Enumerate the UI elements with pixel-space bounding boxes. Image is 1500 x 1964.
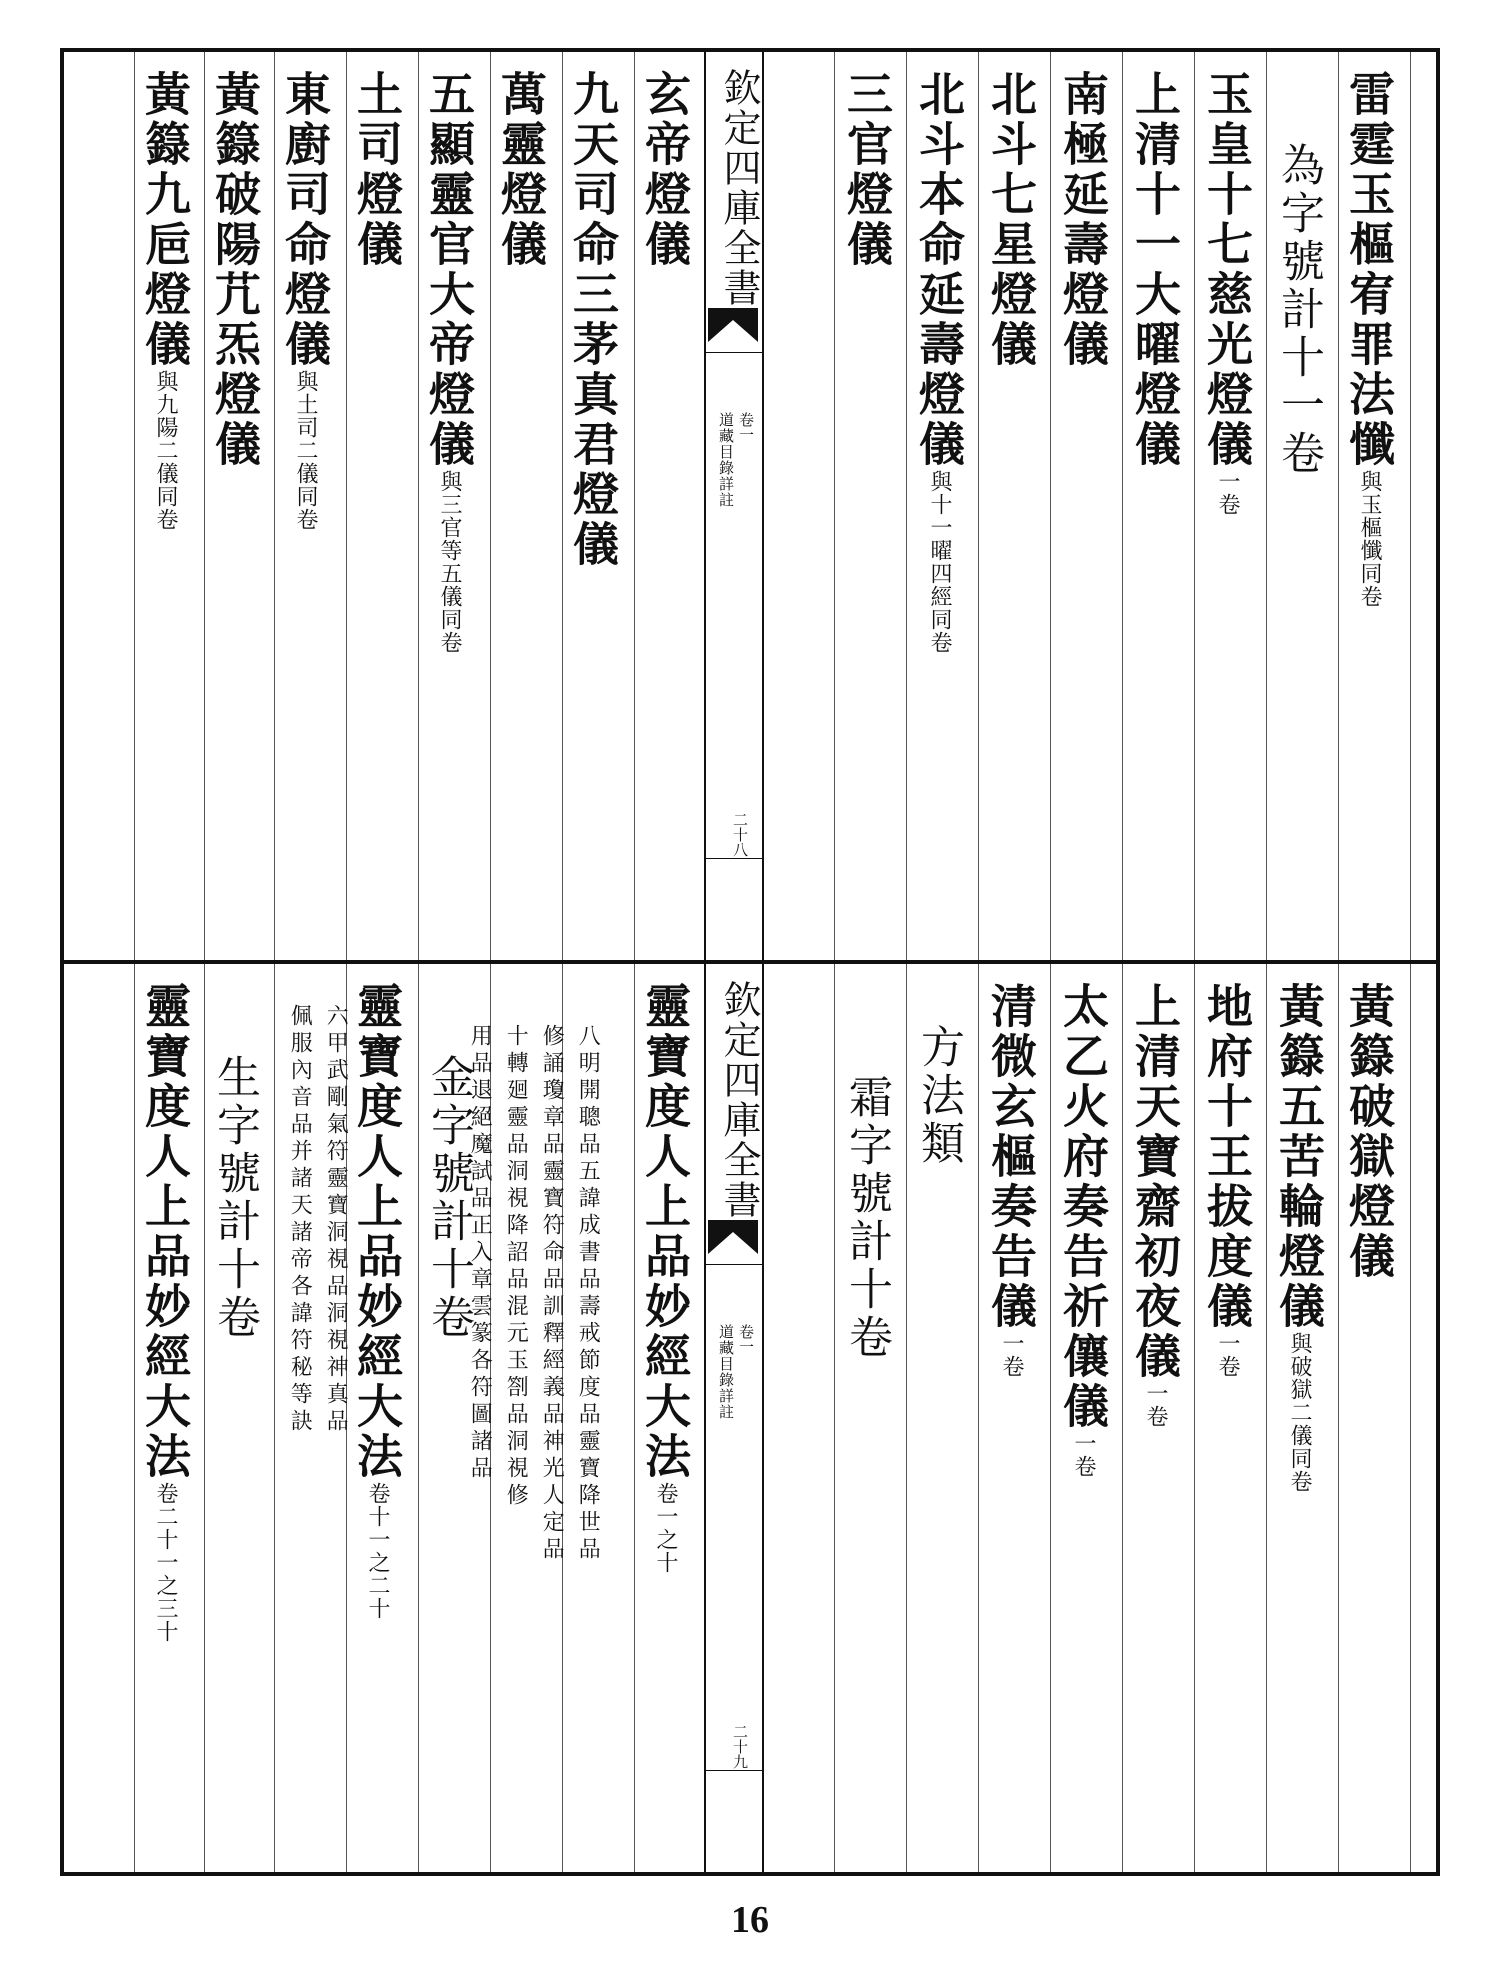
catalog-entry bbox=[840, 70, 894, 270]
catalog-entry bbox=[1272, 982, 1326, 1493]
center-fold bbox=[704, 964, 764, 1872]
fishtail-mark-icon bbox=[708, 1220, 758, 1254]
center-meta: 道藏目錄詳註 bbox=[717, 1324, 735, 1420]
chapter-list-2 bbox=[534, 1024, 569, 1564]
catalog-entry bbox=[984, 70, 1038, 370]
entry-title: 黃籙五苦輪燈儀 bbox=[1272, 982, 1326, 1332]
entry-title: 北斗七星燈儀 bbox=[984, 70, 1038, 370]
chapter-list-line: 用品退絕魔試品正入章雲篆各符圖諸品 bbox=[467, 1024, 493, 1483]
catalog-entry bbox=[1200, 70, 1254, 516]
entry-title: 黃籙九巵燈儀 bbox=[138, 70, 192, 370]
entry-note: 一卷 bbox=[1215, 470, 1240, 516]
catalog-entry bbox=[566, 70, 620, 570]
catalog-entry bbox=[494, 70, 548, 270]
catalog-entry bbox=[638, 982, 692, 1574]
panel-bottom bbox=[64, 964, 1436, 1872]
entry-title: 東廚司命燈儀 bbox=[278, 70, 332, 370]
entry-title: 九天司命三茅真君燈儀 bbox=[566, 70, 620, 570]
volume-label: 為字號計十一卷 bbox=[1273, 142, 1324, 478]
center-juan: 卷一 bbox=[737, 1324, 755, 1354]
catalog-entry bbox=[1128, 982, 1182, 1428]
entry-title: 三官燈儀 bbox=[840, 70, 894, 270]
catalog-entry bbox=[1128, 70, 1182, 470]
catalog-entry bbox=[278, 70, 332, 531]
entry-title: 南極延壽燈儀 bbox=[1056, 70, 1110, 370]
entry-title: 靈寶度人上品妙經大法 bbox=[638, 982, 692, 1482]
entry-note: 一卷 bbox=[999, 1332, 1024, 1378]
catalog-entry bbox=[138, 982, 192, 1643]
entry-title: 玄帝燈儀 bbox=[638, 70, 692, 270]
entry-note: 卷一之十 bbox=[653, 1482, 678, 1574]
entry-note: 與土司二儀同卷 bbox=[293, 370, 318, 531]
catalog-entry bbox=[350, 70, 404, 270]
catalog-volume-count bbox=[1273, 142, 1324, 478]
center-juan: 卷一 bbox=[737, 412, 755, 442]
center-fold bbox=[704, 52, 764, 960]
chapter-list bbox=[570, 1024, 605, 1564]
entry-title: 太乙火府奏告祈儴儀 bbox=[1056, 982, 1110, 1432]
center-title: 欽定四庫全書 bbox=[717, 68, 761, 308]
entry-title: 黃籙破獄燈儀 bbox=[1342, 982, 1396, 1282]
entry-title: 北斗本命延壽燈儀 bbox=[912, 70, 966, 470]
entry-title: 靈寶度人上品妙經大法 bbox=[350, 982, 404, 1482]
center-title: 欽定四庫全書 bbox=[717, 980, 761, 1220]
entry-title: 黃籙破陽芁炁燈儀 bbox=[208, 70, 262, 470]
catalog-entry bbox=[638, 70, 692, 270]
catalog-entry bbox=[984, 982, 1038, 1378]
center-meta: 道藏目錄詳註 bbox=[717, 412, 735, 508]
entry-note: 與破獄二儀同卷 bbox=[1287, 1332, 1312, 1493]
catalog-volume-count bbox=[423, 1054, 474, 1342]
volume-label: 霜字號計十卷 bbox=[841, 1074, 892, 1362]
entry-note: 一卷 bbox=[1143, 1382, 1168, 1428]
entry-note: 卷十一之二十 bbox=[365, 1482, 390, 1620]
chapter-list-line: 八明開聰品五諱成書品壽戒節度品靈寶降世品 bbox=[575, 1024, 601, 1564]
entry-title: 上清十一大曜燈儀 bbox=[1128, 70, 1182, 470]
chapter-list-line: 佩服內音品并諸天諸帝各諱符秘等訣 bbox=[287, 1004, 313, 1436]
catalog-entry bbox=[1056, 70, 1110, 370]
catalog-volume-count bbox=[841, 1074, 892, 1362]
category-label: 方法類 bbox=[913, 1024, 964, 1168]
entry-note: 與玉樞懺同卷 bbox=[1357, 470, 1382, 608]
entry-title: 萬靈燈儀 bbox=[494, 70, 548, 270]
volume-label: 生字號計十卷 bbox=[209, 1054, 260, 1342]
entry-note: 卷二十一之三十 bbox=[153, 1482, 178, 1643]
entry-note: 一卷 bbox=[1071, 1432, 1096, 1478]
center-page: 二十九 bbox=[731, 1724, 749, 1769]
entry-title: 上清天寶齋初夜儀 bbox=[1128, 982, 1182, 1382]
catalog-entry bbox=[1342, 70, 1396, 608]
entry-note: 與九陽二儀同卷 bbox=[153, 370, 178, 531]
entry-note: 與三官等五儀同卷 bbox=[437, 470, 462, 654]
fishtail-mark-icon bbox=[708, 308, 758, 342]
chapter-list-line: 六甲武剛氣符靈寶洞視品洞視神真品 bbox=[323, 1004, 349, 1436]
entry-title: 地府十王拔度儀 bbox=[1200, 982, 1254, 1332]
page-number: 16 bbox=[731, 1899, 769, 1941]
center-page: 二十八 bbox=[731, 812, 749, 857]
entry-title: 清微玄樞奏告儀 bbox=[984, 982, 1038, 1332]
entry-title: 玉皇十七慈光燈儀 bbox=[1200, 70, 1254, 470]
catalog-entry bbox=[912, 70, 966, 654]
entry-title: 雷霆玉樞宥罪法懺 bbox=[1342, 70, 1396, 470]
chapter-list bbox=[498, 1024, 533, 1510]
panel-top bbox=[64, 52, 1436, 960]
catalog-entry bbox=[1200, 982, 1254, 1378]
catalog-entry bbox=[1056, 982, 1110, 1478]
catalog-entry bbox=[208, 70, 262, 470]
catalog-volume-count bbox=[209, 1054, 260, 1342]
catalog-entry bbox=[1342, 982, 1396, 1282]
catalog-entry bbox=[138, 70, 192, 531]
entry-title: 五顯靈官大帝燈儀 bbox=[422, 70, 476, 470]
entry-title: 土司燈儀 bbox=[350, 70, 404, 270]
chapter-list-line: 十轉廻靈品洞視降詔品混元玉劄品洞視修 bbox=[503, 1024, 529, 1510]
category-heading bbox=[913, 1024, 964, 1168]
entry-note: 與十一曜四經同卷 bbox=[927, 470, 952, 654]
chapter-list bbox=[318, 1004, 353, 1436]
volume-label: 金字號計十卷 bbox=[423, 1054, 474, 1342]
chapter-list-2 bbox=[282, 1004, 317, 1436]
chapter-list-line: 修誦瓊章品靈寶符命品訓釋經義品神光人定品 bbox=[539, 1024, 565, 1564]
catalog-entry bbox=[350, 982, 404, 1620]
entry-note: 一卷 bbox=[1215, 1332, 1240, 1378]
catalog-entry bbox=[422, 70, 476, 654]
entry-title: 靈寶度人上品妙經大法 bbox=[138, 982, 192, 1482]
